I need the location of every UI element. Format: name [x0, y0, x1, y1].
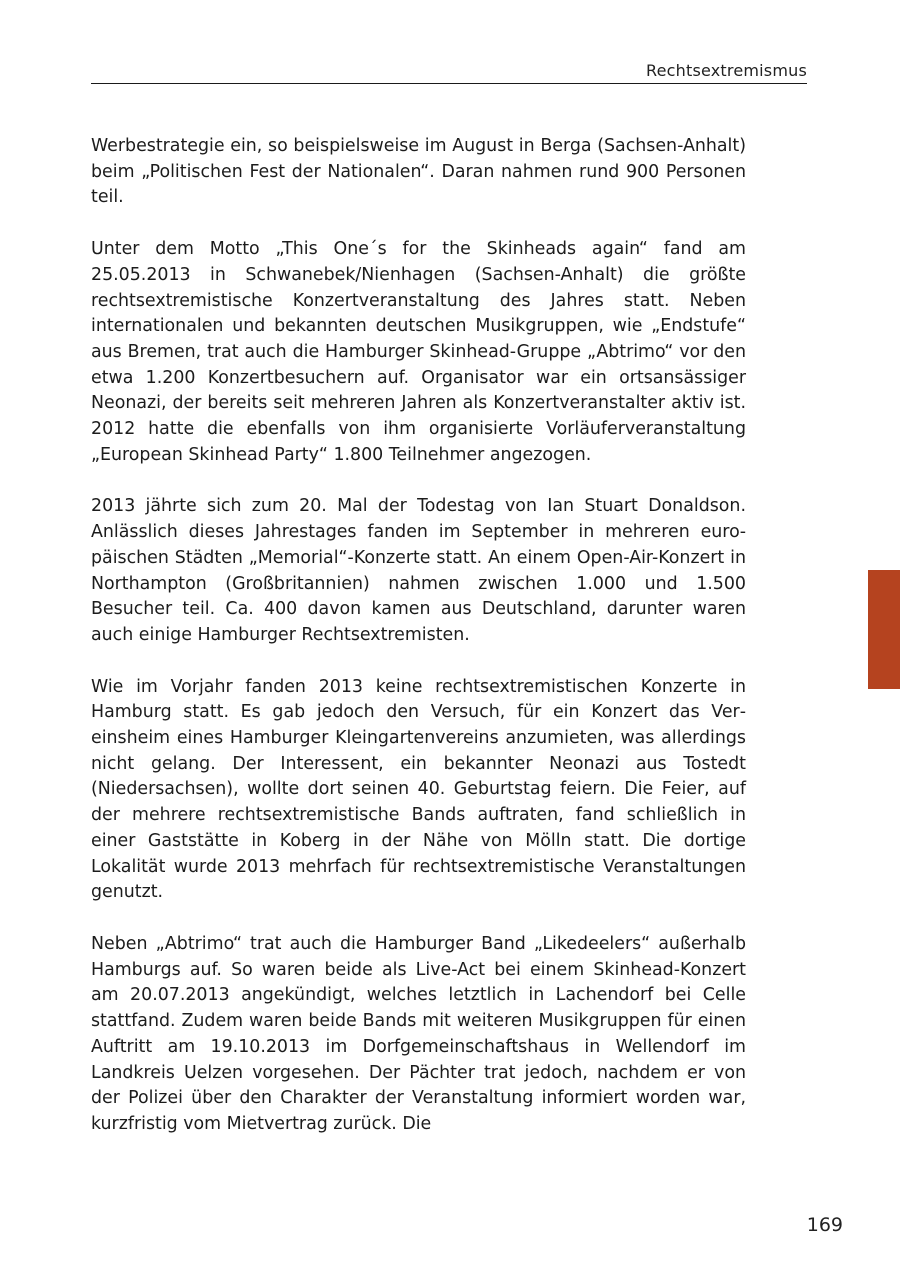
paragraph-5: Neben „Abtrimo“ trat auch die Hamburger Band „Likedeelers“ außerhalb Hamburgs auf. So waren beide als Live-Act bei einem Skinhead-Konzert am 20.07.2013 angekündigt, welches letztlich in Lachendorf bei Celle stattfand. Zudem waren beide Bands mit weiteren Musikgruppen für einen Auftritt am 19.10.2013 im Dorfgemeinschaftshaus in Wellendorf im Landkreis Uelzen vorgesehen. Der Pächter trat jedoch, nachdem er von der Polizei über den Charakter der Veranstaltung informiert worden war, kurzfristig vom Mietvertrag zurück. Die: [91, 933, 746, 1134]
paragraph-3: 2013 jährte sich zum 20. Mal der Todestag von Ian Stuart Donaldson. Anlässlich dieses Jahrestages fanden im September in mehreren europäischen Städten „Memorial“-Konzerte statt. An einem Open-Air-Konzert in Northampton (Großbritannien) nahmen zwischen 1.000 und 1.500 Besucher teil. Ca. 400 davon kamen aus Deutschland, darunter waren auch einige Hamburger Rechtsextremisten.: [91, 496, 746, 645]
running-header-title: Rechtsextremismus: [646, 61, 807, 80]
page-number: 169: [806, 1214, 843, 1236]
body-text: [91, 134, 746, 1164]
paragraph-2: Unter dem Motto „This One´s for the Skinheads again“ fand am 25.05.2013 in Schwanebek/Nienhagen (Sachsen-Anhalt) die größte rechtsextremistische Konzertveranstaltung des Jahres statt. Neben internationalen und bekannten deutschen Musikgruppen, wie „Endstufe“ aus Bremen, trat auch die Hamburger Skinhead-Gruppe „Abtrimo“ vor den etwa 1.200 Konzertbesuchern auf. Organisator war ein ortsansässiger Neonazi, der bereits seit mehreren Jahren als Konzertveranstalter aktiv ist. 2012 hatte die ebenfalls von ihm organisierte Vorläuferveranstaltung „European Skinhead Party“ 1.800 Teilnehmer angezogen.: [91, 239, 746, 465]
header-divider: [91, 83, 807, 84]
paragraph-1: Werbestrategie ein, so beispielsweise im August in Berga (Sachsen-Anhalt) beim „Politischen Fest der Nationalen“. Daran nahmen rund 900 Personen teil.: [91, 136, 746, 208]
paragraph-4: Wie im Vorjahr fanden 2013 keine rechtsextremistischen Konzerte in Hamburg statt. Es gab jedoch den Versuch, für ein Konzert das Vereinsheim eines Hamburger Kleingartenvereins anzumieten, was allerdings nicht gelang. Der Interessent, ein bekannter Neonazi aus Tostedt (Niedersachsen), wollte dort seinen 40. Geburtstag feiern. Die Feier, auf der mehrere rechtsextremistische Bands auftraten, fand schließlich in einer Gaststätte in Koberg in der Nähe von Mölln statt. Die dortige Lokalität wurde 2013 mehrfach für rechtsextremistische Veranstaltungen genutzt.: [91, 676, 746, 903]
chapter-tab-marker: [868, 570, 900, 689]
